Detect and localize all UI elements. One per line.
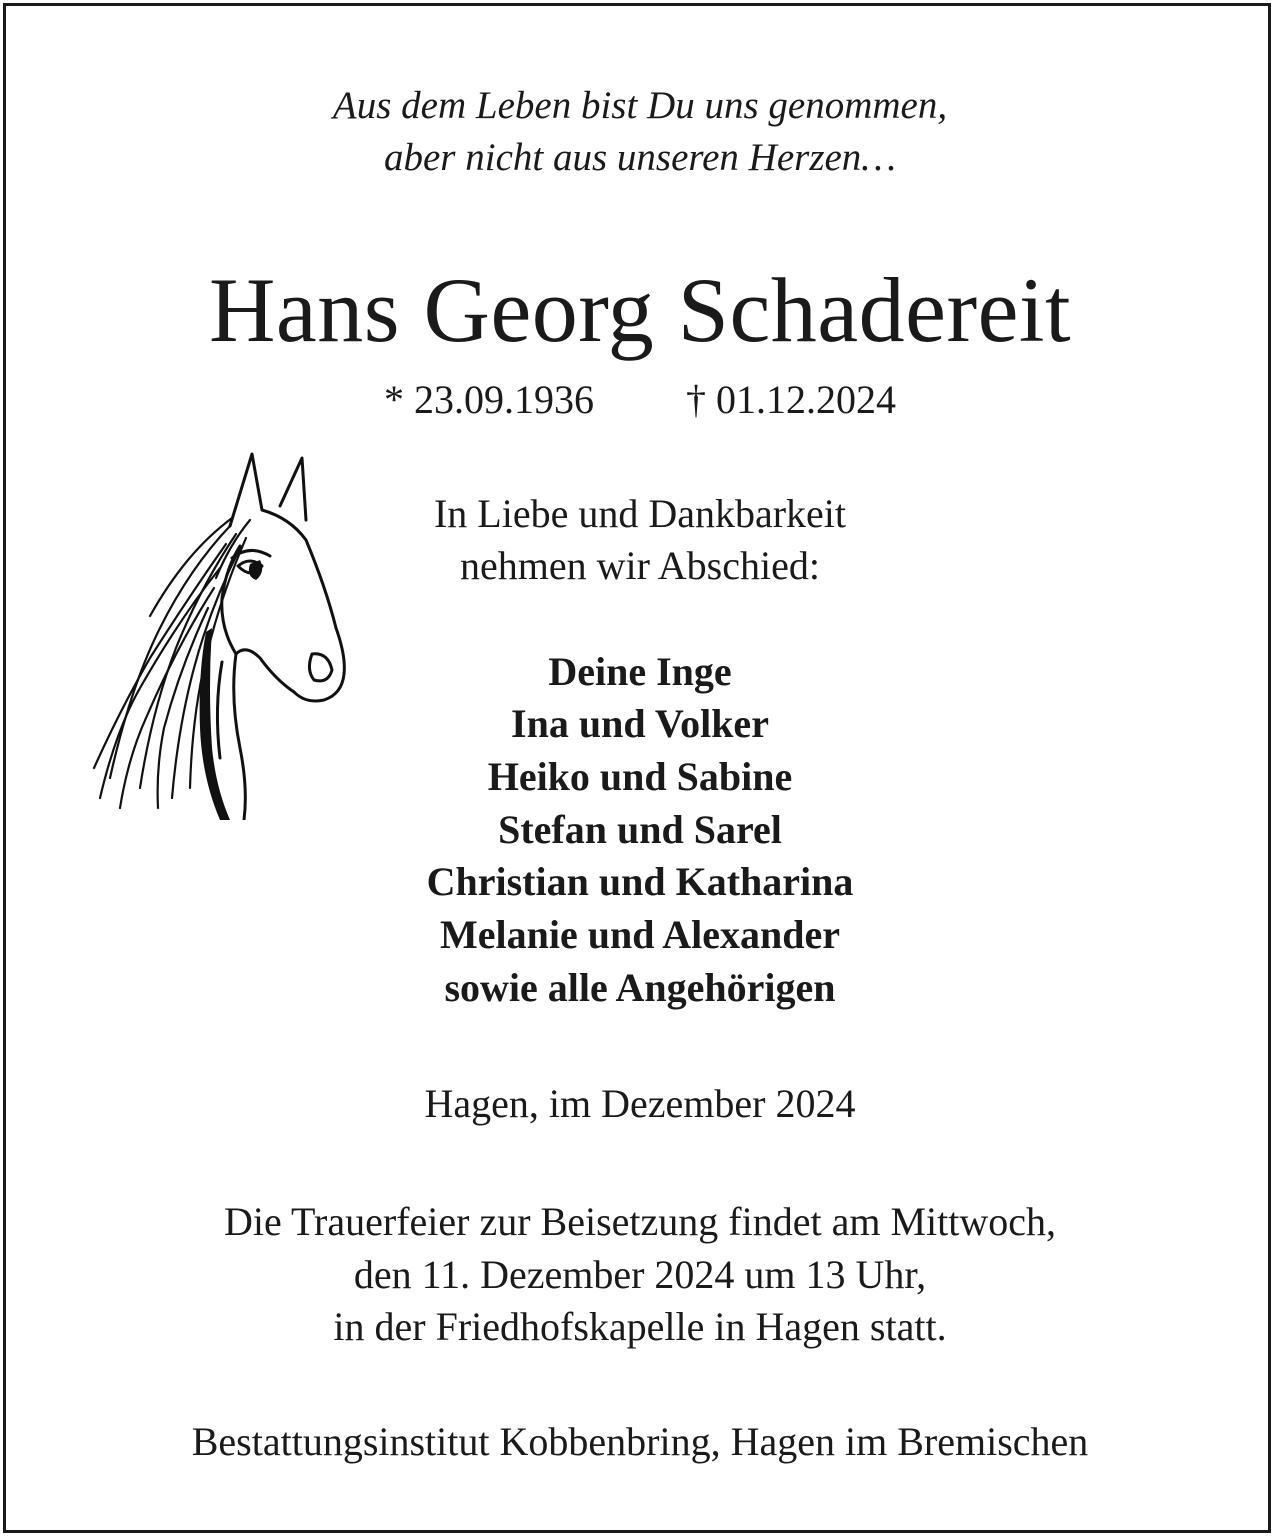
motto-line-1: Aus dem Leben bist Du uns genommen, [332,84,948,127]
mourner-6: Melanie und Alexander [439,912,841,957]
birth-date: * 23.09.1936 [384,377,594,422]
service-line-1: Die Trauerfeier zur Beisetzung findet am Mittwoch, [224,1199,1056,1244]
place-date: Hagen, im Dezember 2024 [424,1081,856,1126]
undertaker: Bestattungsinstitut Kobbenbring, Hagen im Bremischen [191,1419,1089,1464]
mourner-4: Stefan und Sarel [498,807,782,852]
service-line-3: in der Friedhofskapelle in Hagen statt. [333,1304,947,1349]
mourner-5: Christian und Katharina [426,859,854,904]
death-date: † 01.12.2024 [686,377,896,422]
intro-line-2: nehmen wir Abschied: [460,543,820,588]
mourner-7: sowie alle Angehörigen [444,965,836,1010]
life-dates [0,377,1280,422]
intro-line-1: In Liebe und Dankbarkeit [433,491,847,536]
deceased-name: Hans Georg Schadereit [208,259,1072,361]
mourner-1: Deine Inge [548,649,732,694]
motto-line-2: aber nicht aus unseren Herzen… [384,136,896,179]
mourner-3: Heiko und Sabine [487,754,793,799]
service-line-2: den 11. Dezember 2024 um 13 Uhr, [353,1252,927,1297]
mourner-2: Ina und Volker [511,701,769,746]
